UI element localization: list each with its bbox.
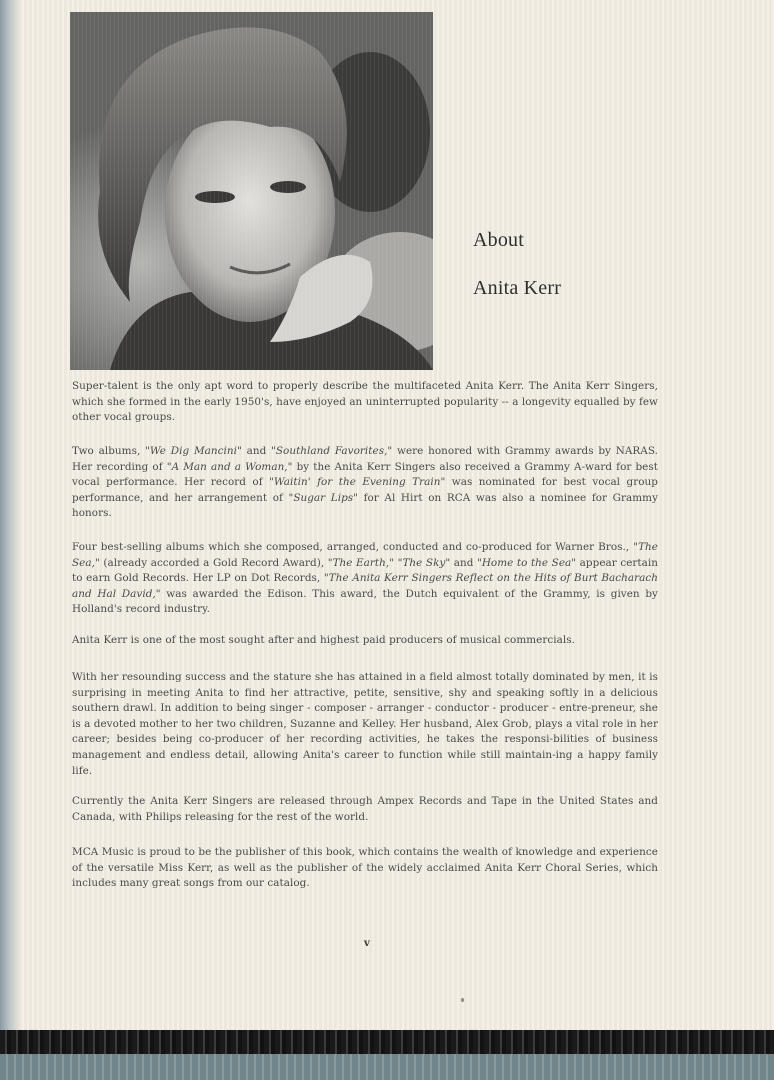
text-run: appear certain to earn Gold Records. Her LP on Dot Records, [72, 556, 658, 585]
text-run: (already accorded a Gold Record Award), [99, 556, 328, 569]
text-run: and [241, 445, 272, 457]
italic-title: "We Dig Mancini" [145, 445, 242, 457]
text-run: were honored with Grammy awards by NARAS. Her recording of [72, 445, 658, 473]
paragraph-labels [72, 794, 658, 825]
heading-about: About [473, 229, 524, 251]
heading-name: Anita Kerr [473, 277, 562, 299]
paragraph-grammy [72, 444, 658, 522]
paper-speck [461, 998, 464, 1002]
text-run: Super-talent is the only apt word to properly describe the multifaceted Anita Kerr. The Anita Kerr Singers, which she formed in the early 1950's, have enjoyed an uninterrupted popularity -- a longevity equalled by few other vocal groups. [72, 380, 658, 424]
text-run: was awarded the Edison. This award, the Dutch equivalent of the Grammy, is given by Holland's record industry. [72, 587, 658, 616]
text-run: MCA Music is proud to be the publisher of this book, which contains the wealth of knowledge and experience of the versatile Miss Kerr, as well as the publisher of the widely acclaimed Anita Kerr Choral Series, which includes many great songs from our catalog. [72, 846, 658, 890]
portrait-image [70, 12, 433, 370]
page-left-edge [0, 0, 22, 1030]
text-run: With her resounding success and the stature she has attained in a field almost totally dominated by men, it is surprising in meeting Anita to find her attractive, petite, sensitive, shy and speaking softly in a delicious southern drawl. In addition to being singer - composer - arranger - conductor - producer - entre-preneur, she is a devoted mother to her two children, Suzanne and Kelley. Her husband, Alex Grob, plays a vital role in her career; besides being co-producer of her recording activities, he takes the responsi-bilities of business management and endless detail, allowing Anita's career to function while still maintain-ing a happy family life. [72, 671, 658, 777]
italic-title: "Home to the Sea" [476, 556, 577, 569]
paragraph-personal [72, 670, 658, 779]
italic-title: "The Earth," "The Sky" [327, 556, 451, 569]
italic-title: "A Man and a Woman," [166, 460, 293, 473]
portrait-photo [70, 12, 433, 370]
scan-bottom-strip [0, 1054, 774, 1080]
scan-bottom-band [0, 1030, 774, 1054]
text-run: Currently the Anita Kerr Singers are released through Ampex Records and Tape in the United States and Canada, with Philips releasing for the rest of the world. [72, 795, 658, 823]
paragraph-intro [72, 379, 658, 426]
page-number: v [364, 938, 370, 949]
italic-title: "The Anita Kerr Singers Reflect on the Hits of Burt Bacharach and Hal David," [72, 572, 658, 600]
italic-title: "Southland Favorites," [271, 445, 393, 457]
text-run: Two albums, [72, 445, 146, 457]
text-run: Four best-selling albums which she composed, arranged, conducted and co-produced for Warner Bros., [72, 541, 634, 553]
text-run: was nominated for best vocal group performance, and her arrangement of [72, 476, 658, 504]
text-run: Anita Kerr is one of the most sought after and highest paid producers of musical commercials. [72, 634, 575, 646]
italic-title: "Sugar Lips" [288, 491, 359, 504]
italic-title: "The Sea," [72, 541, 658, 569]
italic-title: "Waitin' for the Evening Train" [269, 476, 446, 489]
text-run: and [450, 556, 477, 569]
text-run: by the Anita Kerr Singers also received a Grammy A-ward for best vocal performance. Her record of [72, 460, 658, 489]
paragraph-commercials [72, 633, 658, 649]
paragraph-publisher [72, 845, 658, 892]
paragraph-albums [72, 540, 658, 618]
text-run: for Al Hirt on RCA was also a nominee for Grammy honors. [72, 491, 658, 520]
